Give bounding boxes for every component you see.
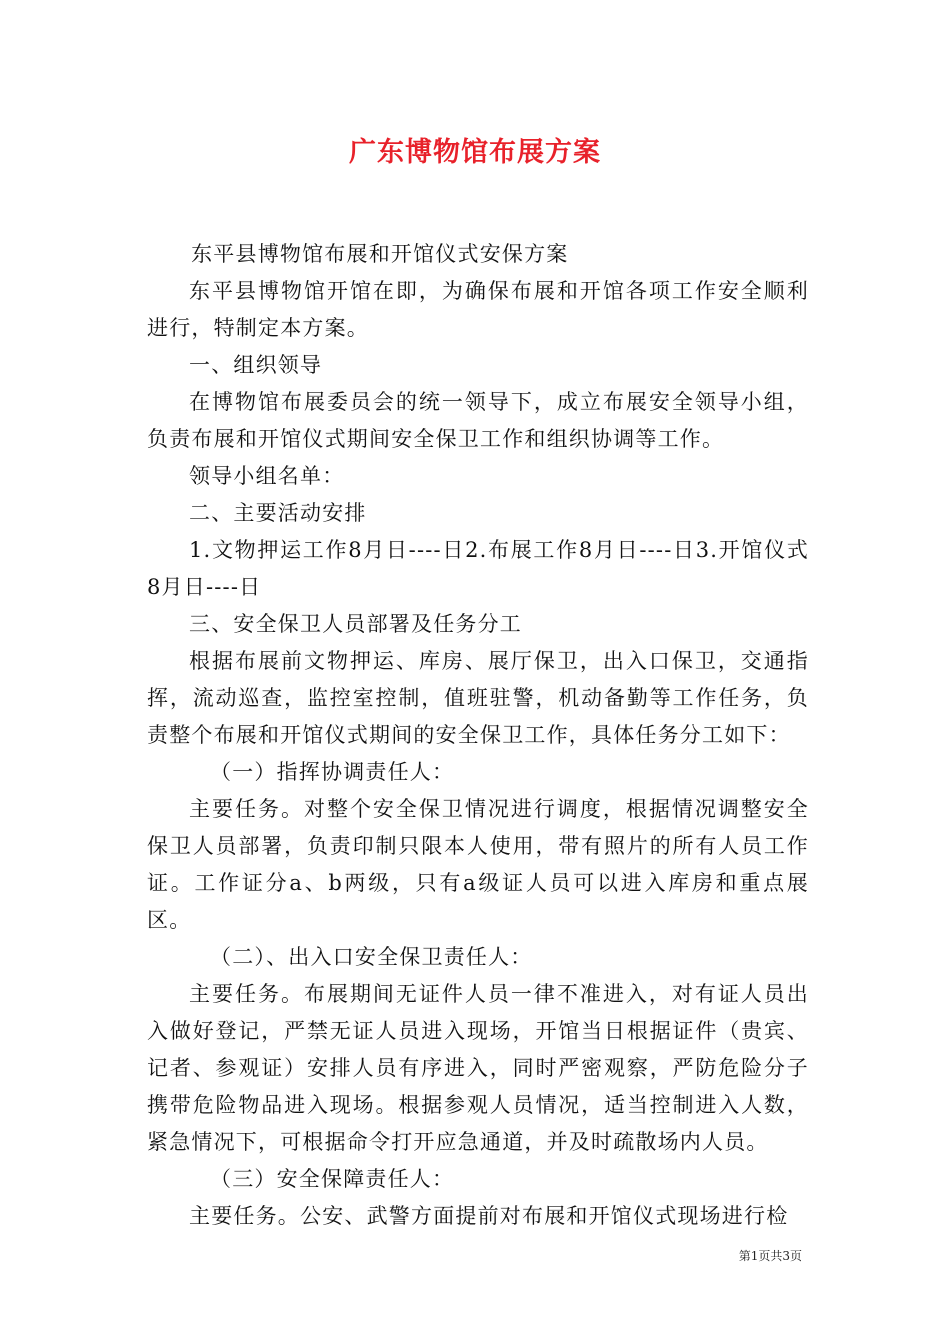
paragraph: 一、组织领导 xyxy=(189,353,323,377)
page-number: 第1页共3页 xyxy=(738,1249,802,1263)
document-title: 广东博物馆布展方案 xyxy=(349,137,601,168)
paragraph: 东平县博物馆开馆在即，为确保布展和开馆各项工作安全顺利进行，特制定本方案。 xyxy=(147,279,809,340)
paragraph: （一）指挥协调责任人： xyxy=(210,760,455,784)
paragraph: 主要任务。对整个安全保卫情况进行调度，根据情况调整安全保卫人员部署，负责印制只限本人使用，带有照片的所有人员工作证。工作证分a、b两级，只有a级证人员可以进入库房和重点展区。 xyxy=(147,797,809,932)
document-body xyxy=(147,236,809,1235)
paragraph: （三）安全保障责任人： xyxy=(210,1167,455,1191)
paragraph: （二）、出入口安全保卫责任人： xyxy=(210,945,533,969)
paragraph: 东平县博物馆布展和开馆仪式安保方案 xyxy=(191,242,569,266)
paragraph: 三、安全保卫人员部署及任务分工 xyxy=(189,612,522,636)
paragraph: 在博物馆布展委员会的统一领导下，成立布展安全领导小组，负责布展和开馆仪式期间安全保卫工作和组织协调等工作。 xyxy=(147,390,809,451)
paragraph: 主要任务。公安、武警方面提前对布展和开馆仪式现场进行检 xyxy=(189,1204,789,1228)
paragraph: 主要任务。布展期间无证件人员一律不准进入，对有证人员出入做好登记，严禁无证人员进入现场，开馆当日根据证件（贵宾、记者、参观证）安排人员有序进入，同时严密观察，严防危险分子携带危险物品进入现场。根据参观人员情况，适当控制进入人数，紧急情况下，可根据命令打开应急通道，并及时疏散场内人员。 xyxy=(147,982,809,1154)
paragraph: 领导小组名单： xyxy=(189,464,345,488)
paragraph: 二、主要活动安排 xyxy=(189,501,367,525)
paragraph: 1.文物押运工作8月日----日2.布展工作8月日----日3.开馆仪式8月日----日 xyxy=(147,538,809,599)
paragraph: 根据布展前文物押运、库房、展厅保卫，出入口保卫，交通指挥，流动巡查，监控室控制，值班驻警，机动备勤等工作任务，负责整个布展和开馆仪式期间的安全保卫工作，具体任务分工如下： xyxy=(147,649,809,747)
